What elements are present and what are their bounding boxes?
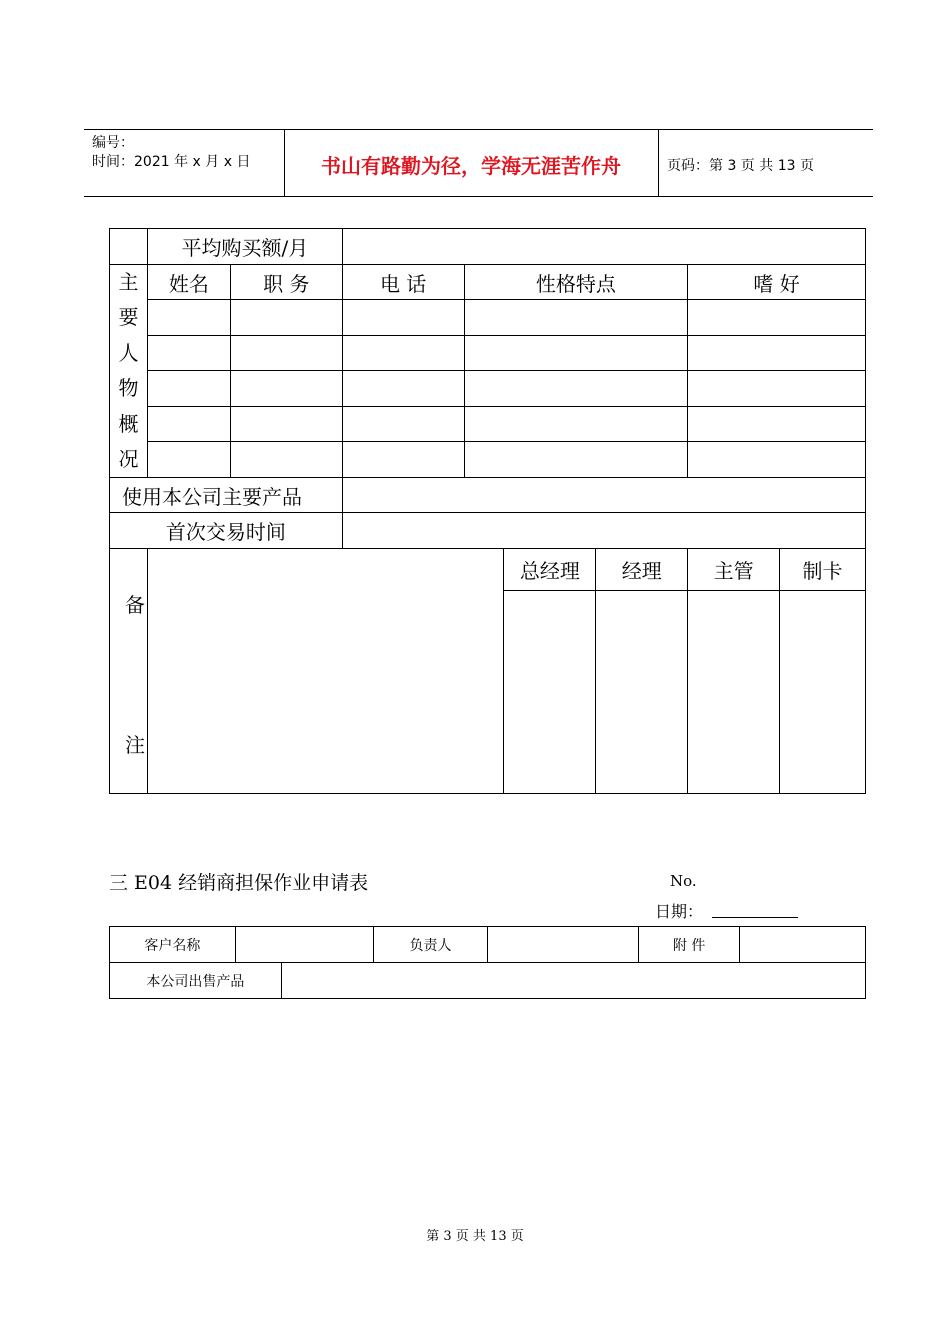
- hobby-cell[interactable]: [688, 300, 866, 336]
- remark-char: 备: [125, 593, 145, 618]
- header-time-label: 时间：2021 年 x 月 x 日: [92, 154, 251, 170]
- products-used-value[interactable]: [342, 478, 865, 513]
- section-char: 况: [118, 447, 139, 472]
- name-cell[interactable]: [147, 442, 230, 478]
- page-footer: 第 3 页 共 13 页: [426, 1229, 524, 1244]
- approval-card-maker: 制卡: [780, 549, 866, 591]
- section-char: 概: [118, 411, 139, 436]
- form-title: 三 E04 经销商担保作业申请表: [109, 872, 369, 894]
- table-row: [110, 300, 866, 336]
- table-row: [110, 442, 866, 478]
- title-cell[interactable]: [230, 442, 342, 478]
- owner-value[interactable]: [488, 927, 639, 963]
- header-top-rule: [84, 129, 873, 130]
- hobby-cell[interactable]: [688, 442, 866, 478]
- personality-cell[interactable]: [464, 407, 688, 442]
- section-char: 物: [118, 376, 139, 401]
- form-number-label: No.: [670, 872, 697, 890]
- first-trade-time-value[interactable]: [342, 513, 865, 549]
- name-cell[interactable]: [147, 336, 230, 371]
- remark-char: 注: [125, 733, 145, 758]
- header-page-label: 页码：第 3 页 共 13 页: [667, 158, 814, 174]
- hobby-cell[interactable]: [688, 407, 866, 442]
- header-bottom-rule: [84, 196, 873, 197]
- phone-cell[interactable]: [342, 407, 464, 442]
- personality-cell[interactable]: [464, 371, 688, 407]
- hobby-cell[interactable]: [688, 371, 866, 407]
- phone-cell[interactable]: [342, 336, 464, 371]
- header-number-label: 编号：: [92, 135, 134, 151]
- date-field[interactable]: [712, 917, 798, 918]
- name-cell[interactable]: [147, 371, 230, 407]
- signature-cell[interactable]: [504, 591, 596, 794]
- table-row: [110, 336, 866, 371]
- approval-general-manager: 总经理: [504, 549, 596, 591]
- guarantee-application-table: [109, 926, 866, 999]
- avg-purchase-value[interactable]: [342, 229, 865, 265]
- column-header-name: 姓名: [147, 265, 230, 300]
- avg-purchase-label: 平均购买额/月: [147, 229, 342, 265]
- signature-cell[interactable]: [596, 591, 688, 794]
- attachment-value[interactable]: [740, 927, 866, 963]
- personality-cell[interactable]: [464, 336, 688, 371]
- products-used-label: 使用本公司主要产品: [110, 478, 343, 513]
- header-motto: 书山有路勤为径，学海无涯苦作舟: [321, 154, 621, 178]
- approval-manager: 经理: [596, 549, 688, 591]
- remarks-label: [110, 549, 148, 794]
- section-char: 要: [118, 305, 139, 330]
- customer-name-label: 客户名称: [110, 927, 236, 963]
- title-cell[interactable]: [230, 300, 342, 336]
- hobby-cell[interactable]: [688, 336, 866, 371]
- date-label: 日期：: [655, 902, 704, 921]
- title-cell[interactable]: [230, 371, 342, 407]
- header-divider: [658, 129, 659, 196]
- approval-supervisor: 主管: [688, 549, 780, 591]
- personality-cell[interactable]: [464, 300, 688, 336]
- table-row: [110, 371, 866, 407]
- title-cell[interactable]: [230, 336, 342, 371]
- attachment-label: 附 件: [639, 927, 740, 963]
- name-cell[interactable]: [147, 407, 230, 442]
- phone-cell[interactable]: [342, 300, 464, 336]
- section-char: 人: [118, 340, 139, 365]
- column-header-personality: 性格特点: [464, 265, 688, 300]
- name-cell[interactable]: [147, 300, 230, 336]
- phone-cell[interactable]: [342, 371, 464, 407]
- phone-cell[interactable]: [342, 442, 464, 478]
- signature-cell[interactable]: [780, 591, 866, 794]
- key-persons-section-label: [110, 265, 148, 478]
- title-cell[interactable]: [230, 407, 342, 442]
- personality-cell[interactable]: [464, 442, 688, 478]
- column-header-phone: 电 话: [342, 265, 464, 300]
- column-header-title: 职 务: [230, 265, 342, 300]
- table-row: [110, 407, 866, 442]
- owner-label: 负责人: [373, 927, 488, 963]
- column-header-hobby: 嗜 好: [688, 265, 866, 300]
- section-char: 主: [118, 270, 139, 294]
- customer-profile-table: [109, 228, 866, 794]
- remarks-content[interactable]: [147, 549, 503, 794]
- customer-name-value[interactable]: [235, 927, 373, 963]
- products-sold-label: 本公司出售产品: [110, 963, 282, 999]
- signature-cell[interactable]: [688, 591, 780, 794]
- products-sold-value[interactable]: [281, 963, 865, 999]
- blank-cell: [110, 229, 148, 265]
- first-trade-time-label: 首次交易时间: [110, 513, 343, 549]
